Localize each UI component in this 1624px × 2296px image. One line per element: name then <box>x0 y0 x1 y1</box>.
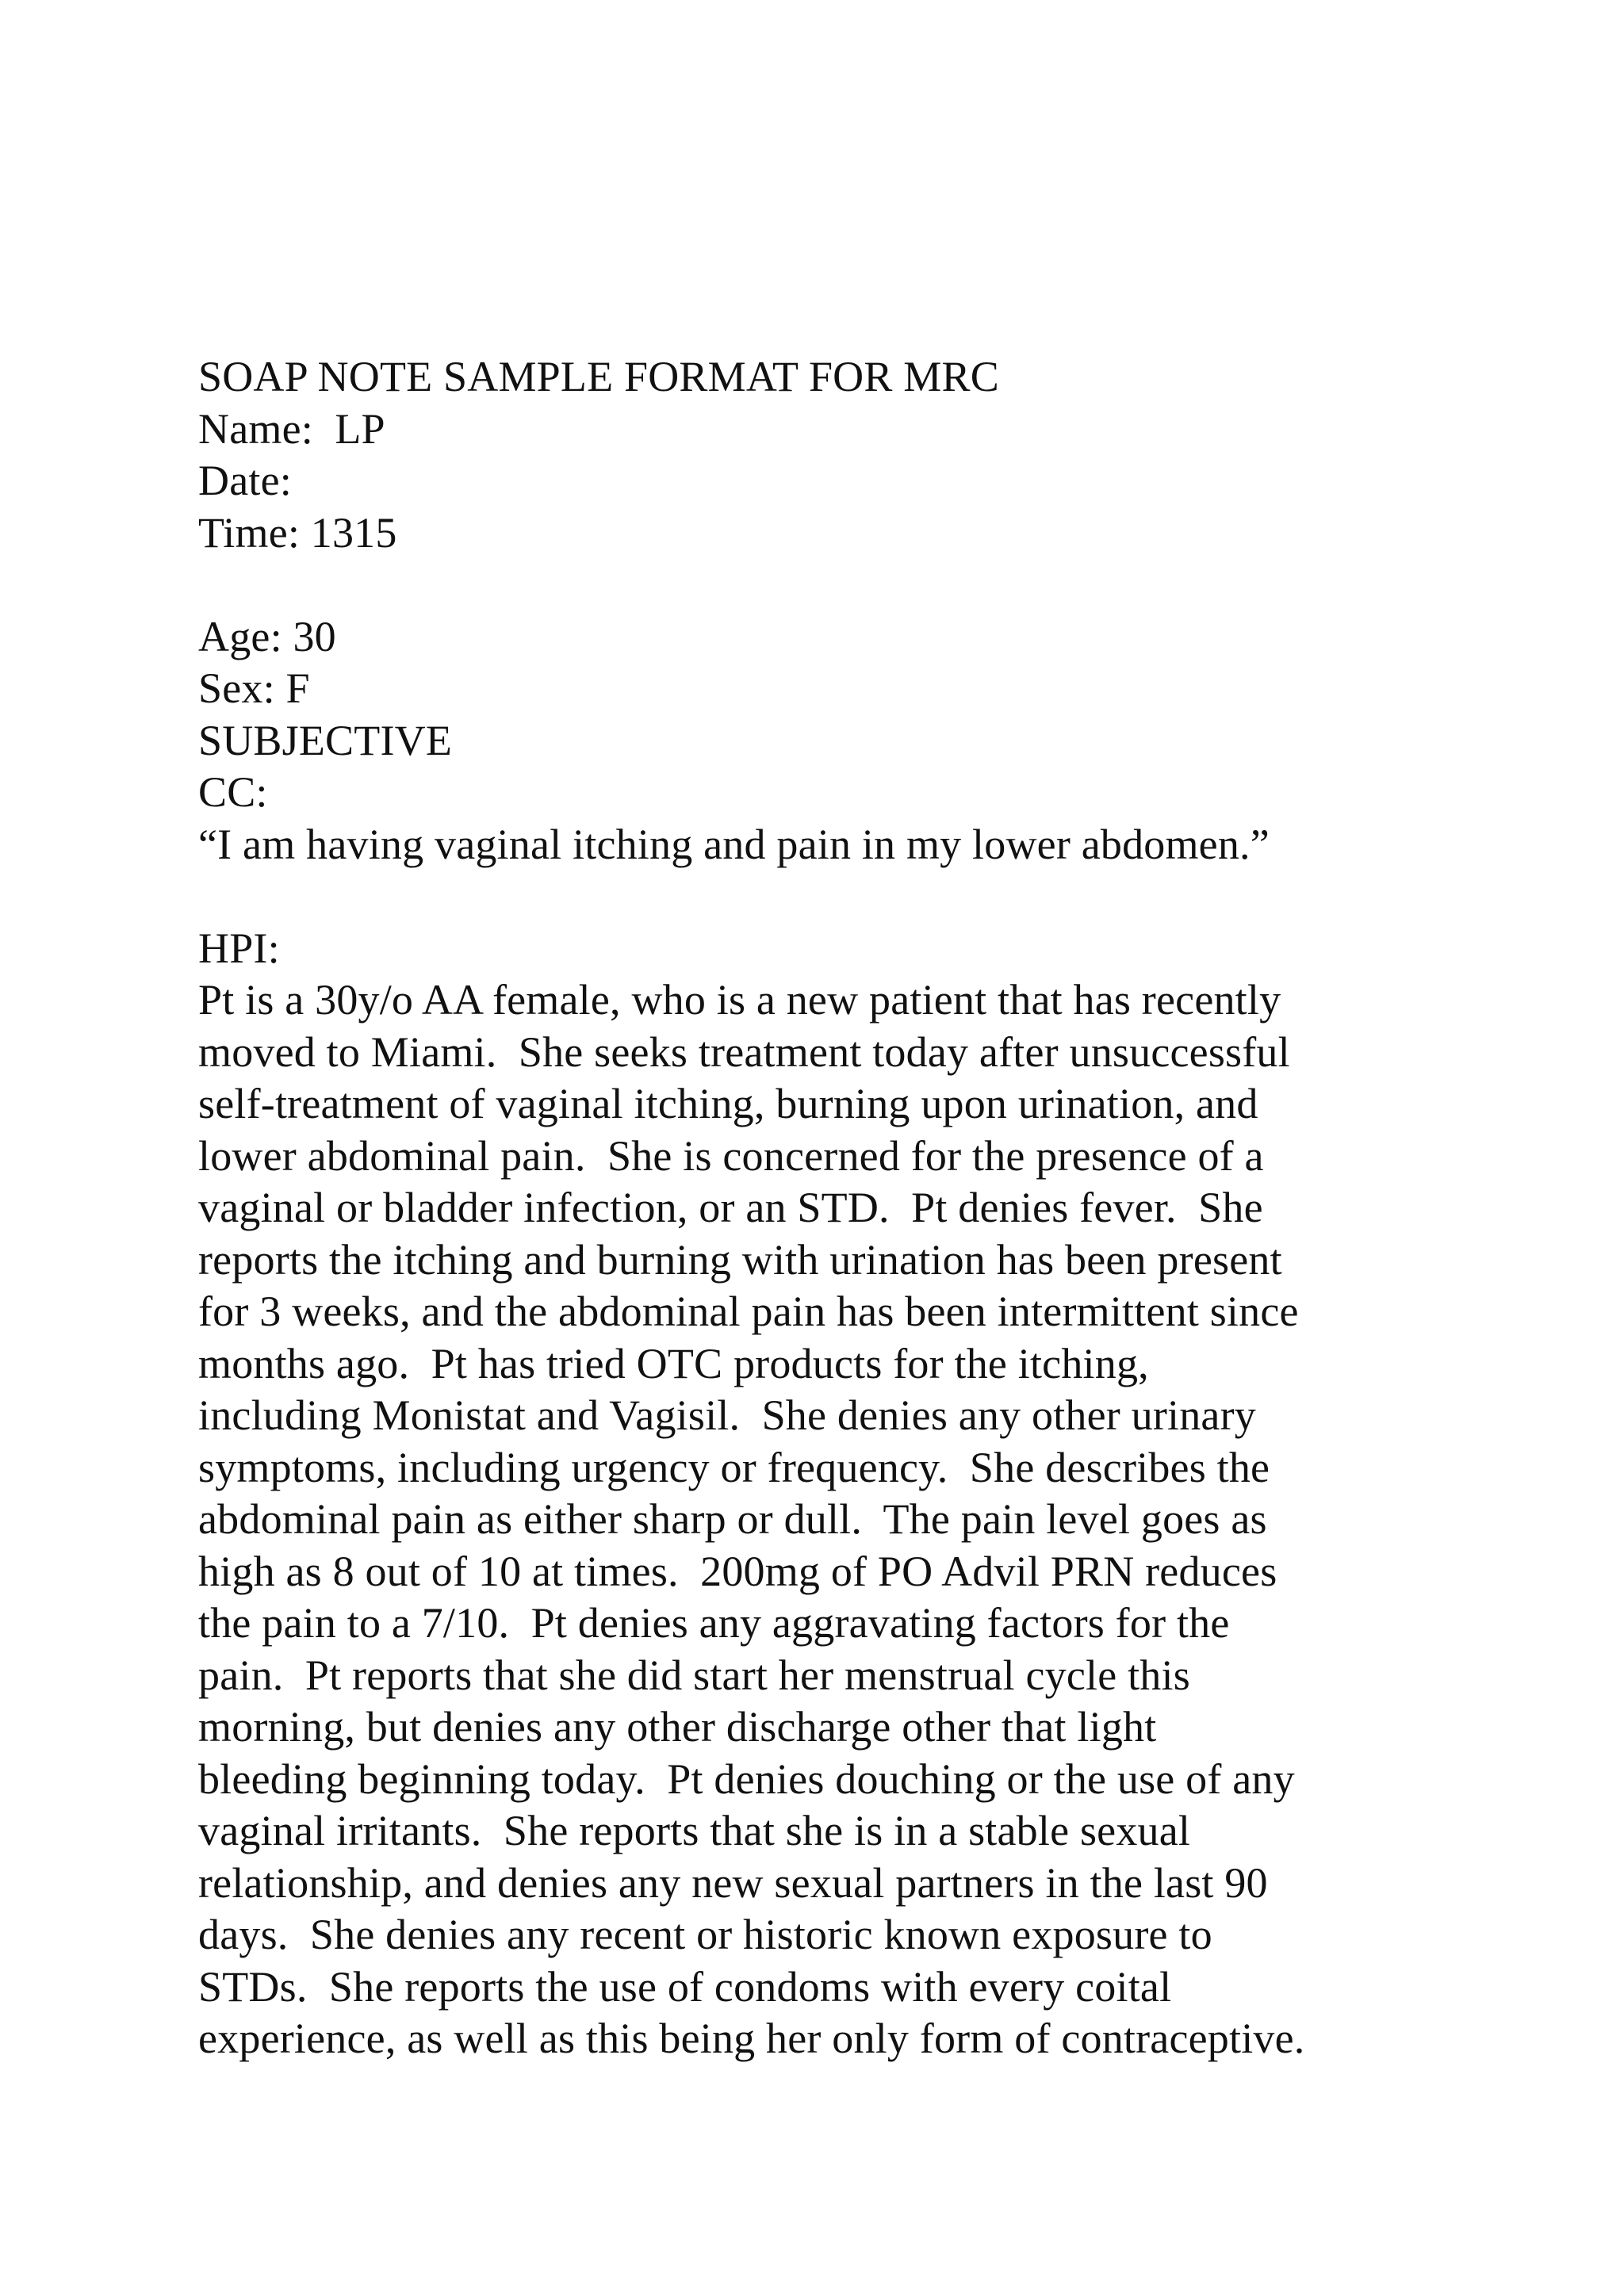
hpi-line: Pt is a 30y/o AA female, who is a new patient that has recently <box>198 976 1281 1024</box>
hpi-line: the pain to a 7/10. Pt denies any aggravating factors for the <box>198 1599 1230 1647</box>
soap-note-body <box>198 351 1562 2065</box>
time-line: Time: 1315 <box>198 508 397 557</box>
hpi-line: pain. Pt reports that she did start her menstrual cycle this <box>198 1651 1190 1699</box>
document-title: SOAP NOTE SAMPLE FORMAT FOR MRC <box>198 353 999 400</box>
hpi-line: experience, as well as this being her only form of contraceptive. <box>198 2015 1305 2062</box>
date-line: Date: <box>198 457 292 504</box>
blank-line <box>198 559 1562 611</box>
hpi-label: HPI: <box>198 924 280 972</box>
cc-label: CC: <box>198 768 268 816</box>
hpi-line: reports the itching and burning with urination has been present <box>198 1235 1282 1284</box>
hpi-line: months ago. Pt has tried OTC products for the itching, <box>198 1339 1149 1387</box>
hpi-line: including Monistat and Vagisil. She denies any other urinary <box>198 1391 1256 1439</box>
hpi-line: abdominal pain as either sharp or dull. The pain level goes as <box>198 1495 1267 1543</box>
chief-complaint-quote: “I am having vaginal itching and pain in my lower abdomen.” <box>198 820 1270 868</box>
patient-name-line: Name: LP <box>198 404 385 453</box>
hpi-line: relationship, and denies any new sexual partners in the last 90 <box>198 1858 1268 1907</box>
blank-line <box>198 871 1562 923</box>
hpi-line: vaginal irritants. She reports that she is in a stable sexual <box>198 1807 1191 1854</box>
hpi-line: lower abdominal pain. She is concerned for the presence of a <box>198 1131 1264 1180</box>
hpi-line: moved to Miami. She seeks treatment today after unsuccessful <box>198 1027 1290 1076</box>
hpi-line: for 3 weeks, and the abdominal pain has been intermittent since <box>198 1288 1299 1335</box>
hpi-line: high as 8 out of 10 at times. 200mg of PO Advil PRN reduces <box>198 1547 1277 1595</box>
hpi-line: vaginal or bladder infection, or an STD. Pt denies fever. She <box>198 1184 1263 1231</box>
hpi-line: bleeding beginning today. Pt denies douching or the use of any <box>198 1755 1295 1803</box>
age-line: Age: 30 <box>198 612 336 660</box>
section-heading-subjective: SUBJECTIVE <box>198 716 453 764</box>
hpi-line: self-treatment of vaginal itching, burning upon urination, and <box>198 1080 1258 1127</box>
hpi-line: STDs. She reports the use of condoms with every coital <box>198 1962 1172 2011</box>
hpi-line: morning, but denies any other discharge other that light <box>198 1703 1157 1751</box>
sex-line: Sex: F <box>198 664 310 712</box>
hpi-line: days. She denies any recent or historic known exposure to <box>198 1911 1212 1958</box>
hpi-paragraph <box>198 974 1562 2065</box>
hpi-line: symptoms, including urgency or frequency. She describes the <box>198 1443 1270 1491</box>
